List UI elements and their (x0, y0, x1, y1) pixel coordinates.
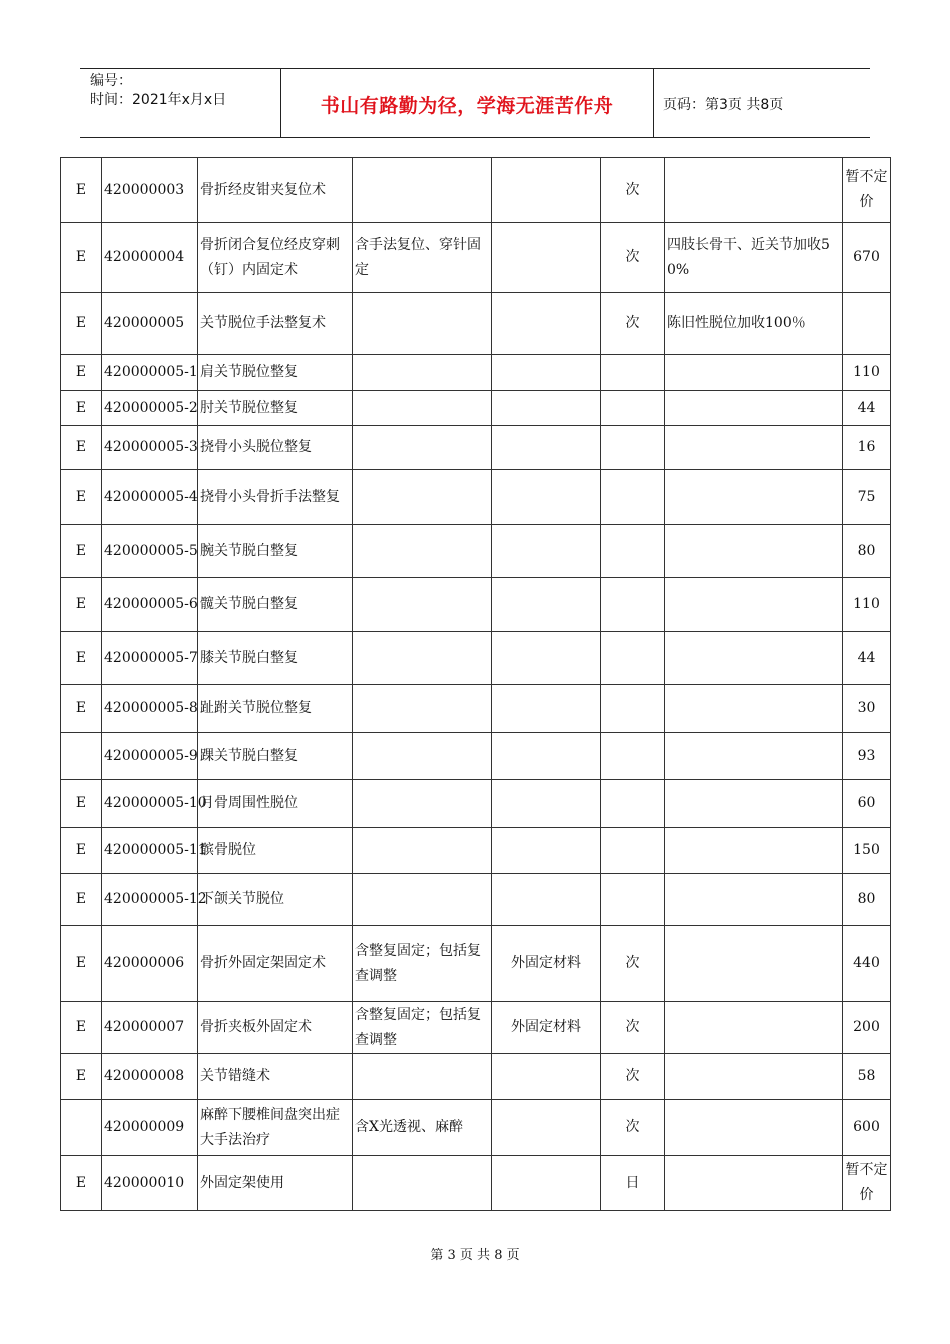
cell-unit: 次 (601, 158, 665, 223)
page-footer: 第 3 页 共 8 页 (430, 1248, 520, 1263)
page-header (80, 68, 870, 138)
cell-item-name: 腕关节脱白整复 (198, 525, 353, 578)
cell-excluded (492, 1054, 601, 1100)
cell-excluded (492, 426, 601, 470)
cell-item-name: 髌骨脱位 (198, 828, 353, 874)
cell-price: 58 (843, 1054, 891, 1100)
cell-category: E (61, 926, 102, 1002)
cell-note (665, 780, 843, 828)
cell-category: E (61, 1002, 102, 1054)
cell-content (353, 780, 492, 828)
cell-code: 420000005-12 (102, 874, 198, 926)
table-row (61, 733, 891, 780)
cell-price: 60 (843, 780, 891, 828)
table-row (61, 293, 891, 355)
cell-category: E (61, 525, 102, 578)
cell-content (353, 525, 492, 578)
table-row (61, 158, 891, 223)
fee-table-body (61, 158, 891, 1211)
cell-content: 含整复固定；包括复查调整 (353, 1002, 492, 1054)
header-meta (80, 69, 281, 137)
table-row (61, 828, 891, 874)
table-row (61, 391, 891, 426)
cell-excluded (492, 158, 601, 223)
cell-price: 44 (843, 632, 891, 685)
cell-content (353, 355, 492, 391)
cell-code: 420000005-1 (102, 355, 198, 391)
cell-note (665, 685, 843, 733)
cell-code: 420000006 (102, 926, 198, 1002)
cell-content (353, 293, 492, 355)
cell-price: 30 (843, 685, 891, 733)
cell-code: 420000005-8 (102, 685, 198, 733)
cell-note (665, 733, 843, 780)
cell-category: E (61, 293, 102, 355)
cell-excluded (492, 1156, 601, 1211)
cell-code: 420000005-9 (102, 733, 198, 780)
cell-category (61, 733, 102, 780)
cell-unit: 次 (601, 1100, 665, 1156)
cell-excluded (492, 470, 601, 525)
cell-code: 420000007 (102, 1002, 198, 1054)
cell-item-name: 下颌关节脱位 (198, 874, 353, 926)
cell-code: 420000009 (102, 1100, 198, 1156)
cell-unit: 次 (601, 223, 665, 293)
cell-unit (601, 355, 665, 391)
cell-item-name: 挠骨小头脱位整复 (198, 426, 353, 470)
fee-table (60, 157, 891, 1211)
cell-item-name: 髋关节脱白整复 (198, 578, 353, 632)
cell-note (665, 391, 843, 426)
cell-item-name: 膝关节脱白整复 (198, 632, 353, 685)
cell-category: E (61, 426, 102, 470)
cell-note: 四肢长骨干、近关节加收50% (665, 223, 843, 293)
cell-unit (601, 525, 665, 578)
cell-excluded (492, 874, 601, 926)
cell-excluded (492, 355, 601, 391)
cell-excluded (492, 293, 601, 355)
cell-note (665, 1156, 843, 1211)
cell-code: 420000010 (102, 1156, 198, 1211)
cell-category: E (61, 223, 102, 293)
cell-content (353, 733, 492, 780)
cell-excluded: 外固定材料 (492, 1002, 601, 1054)
cell-item-name: 踝关节脱白整复 (198, 733, 353, 780)
cell-content (353, 578, 492, 632)
table-row (61, 1002, 891, 1054)
cell-excluded (492, 685, 601, 733)
table-row (61, 426, 891, 470)
table-row (61, 578, 891, 632)
cell-price: 150 (843, 828, 891, 874)
table-row (61, 1100, 891, 1156)
cell-excluded (492, 733, 601, 780)
cell-content (353, 1156, 492, 1211)
cell-category: E (61, 1156, 102, 1211)
table-row (61, 780, 891, 828)
cell-content (353, 685, 492, 733)
cell-item-name: 关节错缝术 (198, 1054, 353, 1100)
cell-item-name: 骨折经皮钳夹复位术 (198, 158, 353, 223)
cell-excluded (492, 1100, 601, 1156)
cell-category: E (61, 355, 102, 391)
cell-note (665, 828, 843, 874)
cell-price: 80 (843, 874, 891, 926)
cell-content: 含手法复位、穿针固定 (353, 223, 492, 293)
cell-note (665, 926, 843, 1002)
cell-excluded (492, 780, 601, 828)
cell-code: 420000005-7 (102, 632, 198, 685)
cell-price: 暂不定价 (843, 1156, 891, 1211)
cell-category: E (61, 391, 102, 426)
cell-unit (601, 780, 665, 828)
cell-note (665, 158, 843, 223)
cell-note: 陈旧性脱位加收100％ (665, 293, 843, 355)
cell-item-name: 肩关节脱位整复 (198, 355, 353, 391)
table-row (61, 525, 891, 578)
table-row (61, 1156, 891, 1211)
table-row (61, 632, 891, 685)
cell-note (665, 1100, 843, 1156)
cell-item-name: 关节脱位手法整复术 (198, 293, 353, 355)
cell-code: 420000005-6 (102, 578, 198, 632)
cell-category: E (61, 158, 102, 223)
cell-unit (601, 470, 665, 525)
cell-content (353, 470, 492, 525)
cell-price: 670 (843, 223, 891, 293)
table-row (61, 470, 891, 525)
cell-category: E (61, 632, 102, 685)
cell-item-name: 趾跗关节脱位整复 (198, 685, 353, 733)
cell-excluded (492, 525, 601, 578)
cell-content (353, 426, 492, 470)
cell-excluded (492, 632, 601, 685)
cell-category: E (61, 470, 102, 525)
cell-code: 420000005-2 (102, 391, 198, 426)
header-motto: 书山有路勤为径，学海无涯苦作舟 (320, 94, 614, 117)
cell-unit: 次 (601, 1002, 665, 1054)
cell-unit (601, 632, 665, 685)
cell-unit (601, 685, 665, 733)
cell-code: 420000003 (102, 158, 198, 223)
cell-price: 600 (843, 1100, 891, 1156)
cell-price: 暂不定价 (843, 158, 891, 223)
cell-unit (601, 391, 665, 426)
cell-content (353, 632, 492, 685)
header-serial-label: 编号： (90, 73, 132, 89)
cell-note (665, 1054, 843, 1100)
table-row (61, 355, 891, 391)
cell-content: 含X光透视、麻醉 (353, 1100, 492, 1156)
cell-code: 420000005 (102, 293, 198, 355)
cell-item-name: 麻醉下腰椎间盘突出症大手法治疗 (198, 1100, 353, 1156)
cell-note (665, 874, 843, 926)
cell-unit (601, 874, 665, 926)
cell-content (353, 158, 492, 223)
cell-category: E (61, 828, 102, 874)
cell-price: 110 (843, 578, 891, 632)
cell-price: 200 (843, 1002, 891, 1054)
cell-unit (601, 828, 665, 874)
cell-excluded (492, 391, 601, 426)
table-row (61, 926, 891, 1002)
cell-price (843, 293, 891, 355)
cell-code: 420000005-4 (102, 470, 198, 525)
cell-excluded: 外固定材料 (492, 926, 601, 1002)
cell-category: E (61, 780, 102, 828)
cell-category: E (61, 1054, 102, 1100)
cell-unit: 日 (601, 1156, 665, 1211)
header-page-info-cell (663, 69, 870, 137)
cell-price: 110 (843, 355, 891, 391)
cell-unit (601, 578, 665, 632)
cell-content (353, 391, 492, 426)
cell-note (665, 355, 843, 391)
cell-note (665, 1002, 843, 1054)
header-page-info: 页码：第3页 共8页 (663, 97, 784, 113)
cell-excluded (492, 828, 601, 874)
header-motto-cell (281, 69, 654, 137)
cell-content (353, 1054, 492, 1100)
cell-code: 420000005-11 (102, 828, 198, 874)
cell-unit (601, 733, 665, 780)
cell-item-name: 挠骨小头骨折手法整复 (198, 470, 353, 525)
cell-note (665, 426, 843, 470)
cell-category: E (61, 685, 102, 733)
cell-price: 44 (843, 391, 891, 426)
cell-note (665, 578, 843, 632)
cell-category: E (61, 874, 102, 926)
cell-price: 75 (843, 470, 891, 525)
cell-note (665, 525, 843, 578)
cell-item-name: 外固定架使用 (198, 1156, 353, 1211)
cell-note (665, 470, 843, 525)
cell-unit (601, 426, 665, 470)
cell-note (665, 632, 843, 685)
table-row (61, 223, 891, 293)
cell-category (61, 1100, 102, 1156)
cell-item-name: 月骨周围性脱位 (198, 780, 353, 828)
table-row (61, 874, 891, 926)
cell-code: 420000004 (102, 223, 198, 293)
cell-content (353, 874, 492, 926)
cell-code: 420000005-10 (102, 780, 198, 828)
cell-content (353, 828, 492, 874)
cell-price: 80 (843, 525, 891, 578)
cell-code: 420000005-3 (102, 426, 198, 470)
cell-item-name: 骨折闭合复位经皮穿刺（钉）内固定术 (198, 223, 353, 293)
cell-price: 16 (843, 426, 891, 470)
cell-item-name: 骨折外固定架固定术 (198, 926, 353, 1002)
cell-unit: 次 (601, 926, 665, 1002)
cell-item-name: 肘关节脱位整复 (198, 391, 353, 426)
table-row (61, 1054, 891, 1100)
cell-excluded (492, 578, 601, 632)
cell-price: 440 (843, 926, 891, 1002)
cell-item-name: 骨折夹板外固定术 (198, 1002, 353, 1054)
cell-excluded (492, 223, 601, 293)
cell-code: 420000008 (102, 1054, 198, 1100)
cell-unit: 次 (601, 1054, 665, 1100)
cell-content: 含整复固定；包括复查调整 (353, 926, 492, 1002)
cell-category: E (61, 578, 102, 632)
table-row (61, 685, 891, 733)
cell-unit: 次 (601, 293, 665, 355)
header-date: 时间：2021年x月x日 (90, 92, 227, 108)
cell-code: 420000005-5 (102, 525, 198, 578)
cell-price: 93 (843, 733, 891, 780)
